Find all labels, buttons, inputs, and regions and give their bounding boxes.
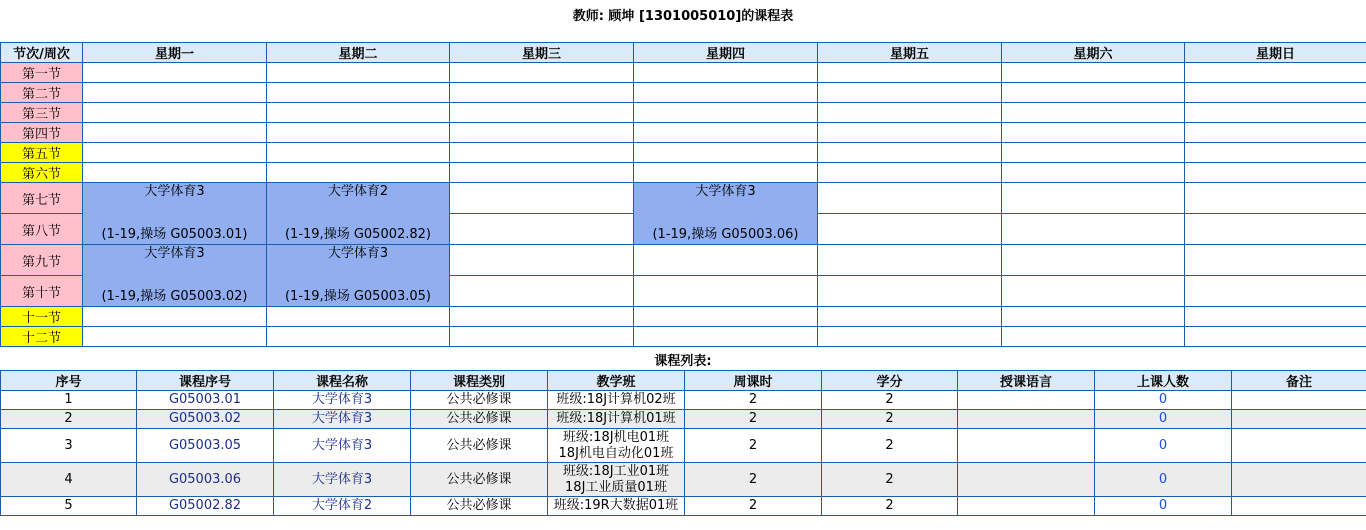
slot-cell [1185,123,1366,143]
weekly-hours: 2 [685,391,822,410]
course-type: 公共必修课 [411,410,548,429]
slot-cell [450,123,634,143]
slot-cell [1185,63,1366,83]
class-cell [548,497,685,516]
slot-cell [1185,183,1366,214]
slot-cell [450,83,634,103]
slot-cell [1002,163,1185,183]
row-no: 3 [1,429,137,463]
period-label: 第三节 [1,103,83,123]
col-header-class: 教学班 [548,371,685,391]
col-header-code: 课程序号 [137,371,274,391]
slot-cell [818,214,1002,245]
slot-cell [1002,214,1185,245]
slot-cell [267,307,450,327]
slot-cell [83,83,267,103]
course-info: (1-19,操场 G05003.05) [284,289,431,304]
course-block[interactable] [83,245,267,307]
slot-cell [1002,276,1185,307]
slot-cell [450,307,634,327]
course-type: 公共必修课 [411,463,548,497]
credit: 2 [822,410,958,429]
period-label: 第二节 [1,83,83,103]
class-line: 班级:19R大数据01班 [553,498,679,513]
slot-cell [634,143,818,163]
timetable [0,42,1366,347]
class-cell [548,429,685,463]
corner-header: 节次/周次 [1,43,83,63]
credit: 2 [822,497,958,516]
language [958,410,1095,429]
slot-cell [818,63,1002,83]
slot-cell [267,143,450,163]
table-row [1,391,1366,410]
col-header-count: 上课人数 [1095,371,1232,391]
note [1232,497,1366,516]
course-block[interactable] [267,183,450,245]
slot-cell [450,163,634,183]
course-info: (1-19,操场 G05002.82) [284,227,431,242]
slot-cell [634,327,818,347]
slot-cell [83,327,267,347]
credit: 2 [822,429,958,463]
period-label: 第六节 [1,163,83,183]
class-line: 18J机电自动化01班 [558,445,674,461]
student-count[interactable]: 0 [1095,429,1232,463]
day-header-tue: 星期二 [267,43,450,63]
credit: 2 [822,391,958,410]
period-label: 第七节 [1,183,83,214]
slot-cell [1185,245,1366,276]
slot-cell [1002,183,1185,214]
course-block[interactable] [83,183,267,245]
note [1232,463,1366,497]
course-type: 公共必修课 [411,429,548,463]
period-row [1,123,1366,143]
period-label: 第八节 [1,214,83,245]
slot-cell [450,103,634,123]
student-count[interactable]: 0 [1095,497,1232,516]
slot-cell [1185,163,1366,183]
slot-cell [83,143,267,163]
slot-cell [634,276,818,307]
day-header-sat: 星期六 [1002,43,1185,63]
student-count[interactable]: 0 [1095,463,1232,497]
slot-cell [634,307,818,327]
day-header-wed: 星期三 [450,43,634,63]
course-info: (1-19,操场 G05003.02) [101,289,248,304]
student-count[interactable]: 0 [1095,391,1232,410]
table-row [1,497,1366,516]
slot-cell [818,245,1002,276]
col-header-type: 课程类别 [411,371,548,391]
course-list-table [0,370,1366,516]
timetable-header-row [1,43,1366,63]
slot-cell [267,163,450,183]
slot-cell [267,123,450,143]
slot-cell [634,123,818,143]
col-header-note: 备注 [1232,371,1366,391]
table-row [1,410,1366,429]
slot-cell [83,103,267,123]
col-header-credit: 学分 [822,371,958,391]
slot-cell [634,103,818,123]
slot-cell [1002,307,1185,327]
class-line: 班级:18J机电01班 [562,429,670,445]
language [958,429,1095,463]
period-label: 第一节 [1,63,83,83]
slot-cell [818,183,1002,214]
row-no: 5 [1,497,137,516]
slot-cell [450,276,634,307]
course-code-link[interactable]: G05003.06 [137,463,274,497]
slot-cell [1002,63,1185,83]
slot-cell [1185,143,1366,163]
slot-cell [818,83,1002,103]
slot-cell [1002,143,1185,163]
class-cell [548,463,685,497]
slot-cell [267,103,450,123]
slot-cell [267,83,450,103]
period-row [1,143,1366,163]
slot-cell [267,63,450,83]
slot-cell [83,123,267,143]
row-no: 4 [1,463,137,497]
class-line: 班级:18J工业01班 [562,463,670,479]
period-row [1,183,1366,214]
slot-cell [450,327,634,347]
slot-cell [818,327,1002,347]
weekly-hours: 2 [685,410,822,429]
language [958,463,1095,497]
slot-cell [818,103,1002,123]
row-no: 2 [1,410,137,429]
slot-cell [634,83,818,103]
student-count[interactable]: 0 [1095,410,1232,429]
course-info: (1-19,操场 G05003.01) [101,227,248,242]
slot-cell [1185,276,1366,307]
language [958,497,1095,516]
course-name-link[interactable]: 大学体育3 [274,391,411,410]
period-row [1,245,1366,276]
slot-cell [1002,103,1185,123]
day-header-thu: 星期四 [634,43,818,63]
course-name-link[interactable]: 大学体育3 [274,410,411,429]
course-code-link[interactable]: G05003.01 [137,391,274,410]
slot-cell [1185,214,1366,245]
slot-cell [634,163,818,183]
col-header-lang: 授课语言 [958,371,1095,391]
day-header-sun: 星期日 [1185,43,1366,63]
weekly-hours: 2 [685,429,822,463]
slot-cell [450,245,634,276]
col-header-hours: 周课时 [685,371,822,391]
slot-cell [1002,123,1185,143]
slot-cell [450,183,634,214]
period-row [1,307,1366,327]
period-row [1,103,1366,123]
note [1232,391,1366,410]
slot-cell [1185,327,1366,347]
slot-cell [83,163,267,183]
row-no: 1 [1,391,137,410]
course-code-link[interactable]: G05003.02 [137,410,274,429]
slot-cell [1185,307,1366,327]
course-name-link[interactable]: 大学体育3 [274,463,411,497]
course-name-link[interactable]: 大学体育3 [274,429,411,463]
period-label: 第十节 [1,276,83,307]
weekly-hours: 2 [685,497,822,516]
table-row [1,463,1366,497]
course-block[interactable] [267,245,450,307]
slot-cell [1002,245,1185,276]
course-info: (1-19,操场 G05003.06) [652,227,799,242]
note [1232,410,1366,429]
slot-cell [818,123,1002,143]
course-code-link[interactable]: G05002.82 [137,497,274,516]
course-name: 大学体育3 [144,184,205,199]
class-line: 18J工业质量01班 [565,479,667,495]
slot-cell [1185,103,1366,123]
course-code-link[interactable]: G05003.05 [137,429,274,463]
course-name: 大学体育3 [144,246,205,261]
period-label: 第五节 [1,143,83,163]
day-header-mon: 星期一 [83,43,267,63]
day-header-fri: 星期五 [818,43,1002,63]
slot-cell [818,307,1002,327]
class-cell [548,391,685,410]
slot-cell [450,214,634,245]
slot-cell [450,63,634,83]
slot-cell [818,143,1002,163]
period-label: 十二节 [1,327,83,347]
slot-cell [267,327,450,347]
credit: 2 [822,463,958,497]
slot-cell [634,245,818,276]
weekly-hours: 2 [685,463,822,497]
slot-cell [450,143,634,163]
course-block[interactable] [634,183,818,245]
slot-cell [634,63,818,83]
course-name: 大学体育3 [327,246,389,261]
class-cell [548,410,685,429]
page-title: 教师: 顾坤 [1301005010]的课程表 [572,9,794,24]
note [1232,429,1366,463]
period-label: 第九节 [1,245,83,276]
course-name-link[interactable]: 大学体育2 [274,497,411,516]
language [958,391,1095,410]
class-line: 班级:18J计算机01班 [556,411,676,426]
course-list-header-row [1,371,1366,391]
class-line: 班级:18J计算机02班 [556,392,676,407]
period-row [1,327,1366,347]
course-name: 大学体育3 [695,184,756,199]
slot-cell [1185,83,1366,103]
course-list-title: 课程列表: [654,354,712,369]
period-label: 十一节 [1,307,83,327]
slot-cell [1002,327,1185,347]
slot-cell [83,63,267,83]
slot-cell [818,276,1002,307]
period-row [1,63,1366,83]
col-header-no: 序号 [1,371,137,391]
slot-cell [83,307,267,327]
course-type: 公共必修课 [411,497,548,516]
slot-cell [818,163,1002,183]
period-label: 第四节 [1,123,83,143]
col-header-name: 课程名称 [274,371,411,391]
course-type: 公共必修课 [411,391,548,410]
table-row [1,429,1366,463]
slot-cell [1002,83,1185,103]
course-name: 大学体育2 [327,184,389,199]
period-row [1,163,1366,183]
period-row [1,83,1366,103]
